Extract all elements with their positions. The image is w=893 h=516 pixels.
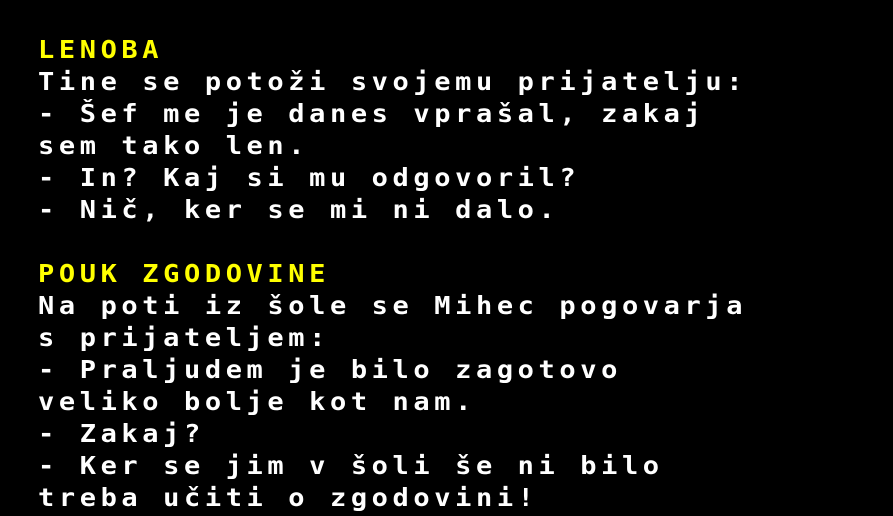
joke-line: - Šef me je danes vprašal, zakaj: [38, 100, 706, 129]
joke-line: Na poti iz šole se Mihec pogovarja: [38, 292, 748, 321]
joke-line: - Nič, ker se mi ni dalo.: [38, 196, 560, 225]
joke-line: - Zakaj?: [38, 420, 205, 449]
joke-block-pouk-zgodovine: [38, 260, 888, 516]
joke-line: s prijateljem:: [38, 324, 330, 353]
joke-line: - Ker se jim v šoli še ni bilo: [38, 452, 664, 481]
joke-line: treba učiti o zgodovini!: [38, 484, 539, 513]
joke-line: veliko bolje kot nam.: [38, 388, 476, 417]
joke-title: LENOBA: [38, 36, 164, 65]
joke-block-lenoba: [38, 36, 888, 228]
joke-line: Tine se potoži svojemu prijatelju:: [38, 68, 748, 97]
joke-line: - Praljudem je bilo zagotovo: [38, 356, 622, 385]
page-content: [38, 36, 888, 516]
spacer: [38, 228, 888, 260]
joke-title: POUK ZGODOVINE: [38, 260, 330, 289]
joke-line: sem tako len.: [38, 132, 310, 161]
joke-line: - In? Kaj si mu odgovoril?: [38, 164, 581, 193]
